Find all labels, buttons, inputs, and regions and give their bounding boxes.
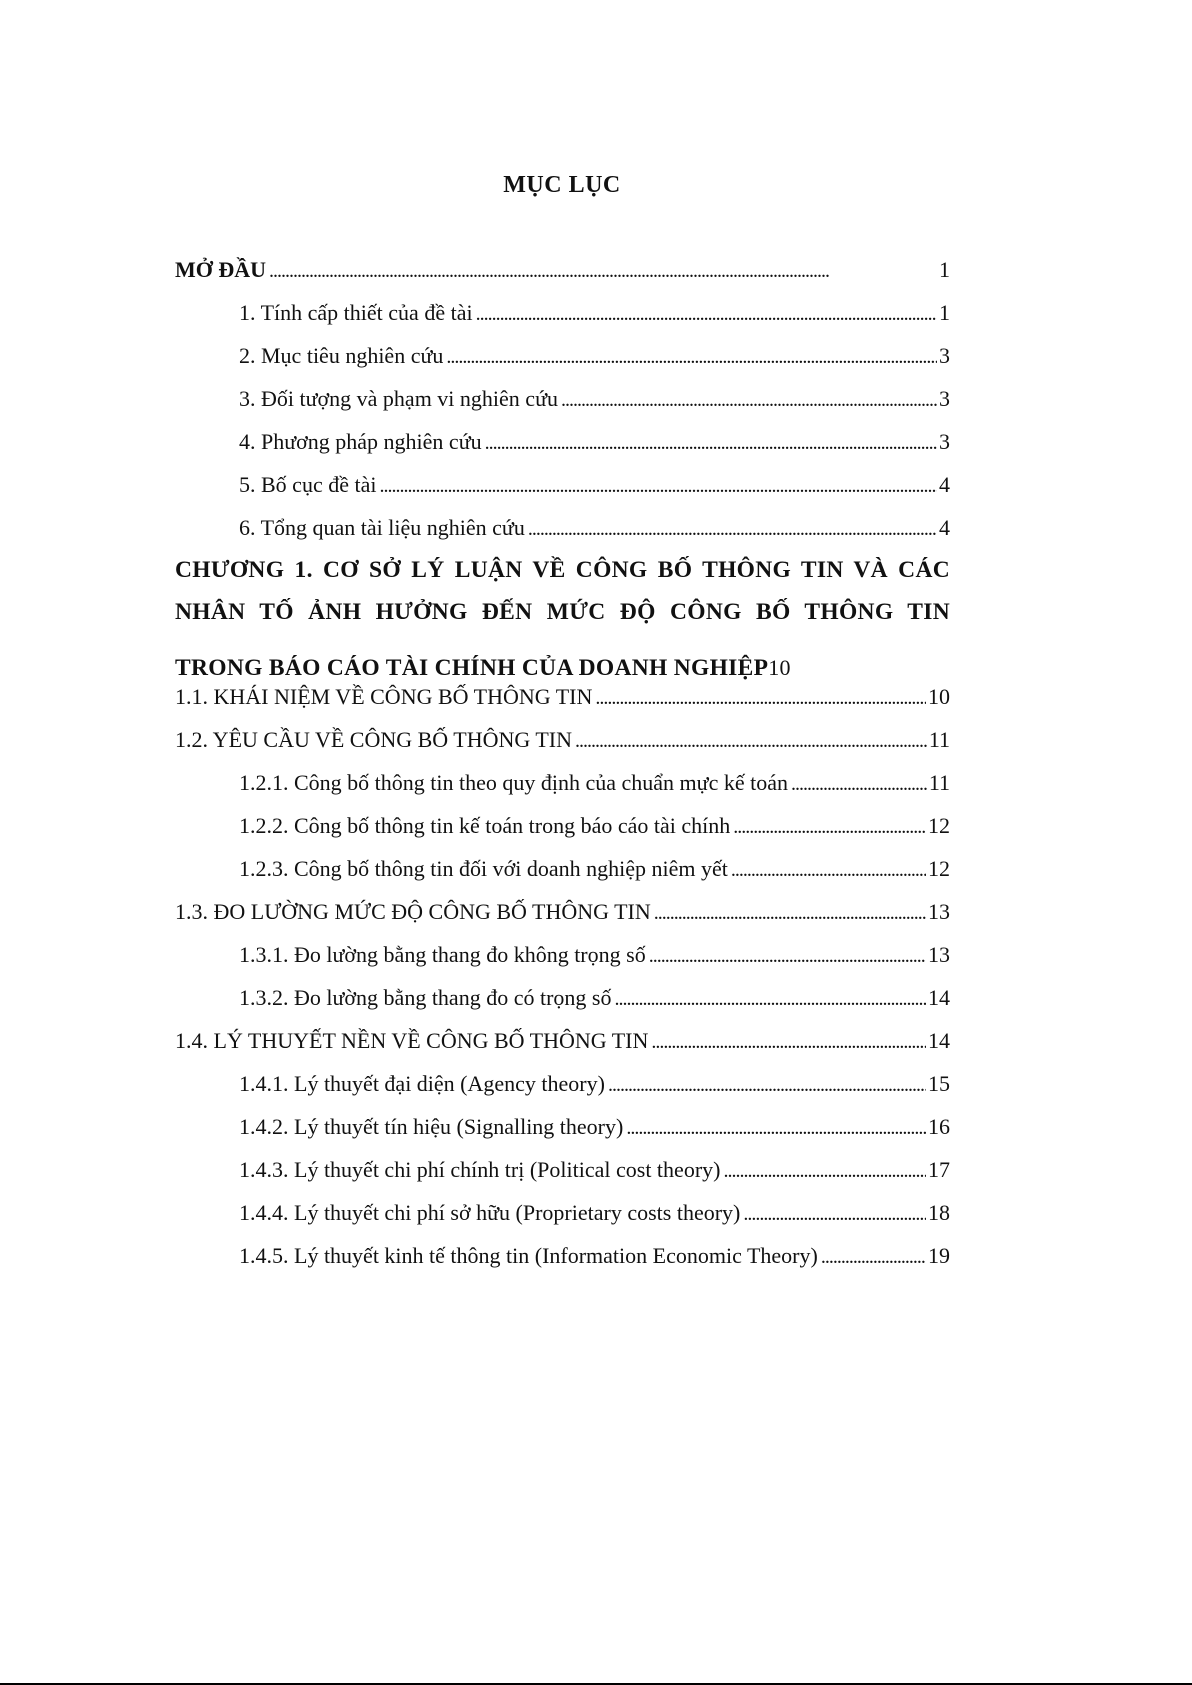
toc-entry-page: 13: [928, 942, 950, 967]
toc-entry-text: 1.2. YÊU CẦU VỀ CÔNG BỐ THÔNG TIN: [175, 727, 573, 752]
toc-entry[interactable]: [175, 420, 950, 463]
toc-entry[interactable]: [175, 1148, 950, 1191]
toc-entry[interactable]: [175, 334, 950, 377]
toc-entry-page: 12: [928, 856, 950, 881]
toc-entry-page: 15: [928, 1071, 950, 1096]
toc-entry-text: 5. Bố cục đề tài: [239, 472, 377, 497]
dot-leader: [561, 377, 937, 420]
toc-entry[interactable]: [175, 675, 950, 718]
dot-leader: [733, 804, 926, 847]
toc-entry-page: 3: [939, 343, 950, 368]
toc-entry[interactable]: [175, 377, 950, 420]
toc-entry-text: 1.4.5. Lý thuyết kinh tế thông tin (Information Economic Theory): [239, 1243, 818, 1268]
toc-entry[interactable]: [175, 718, 950, 761]
toc-entry-text: 1.4.3. Lý thuyết chi phí chính trị (Political cost theory): [239, 1157, 721, 1182]
dot-leader: [649, 933, 926, 976]
dot-leader: [791, 761, 927, 804]
toc-entry-text: 1. Tính cấp thiết của đề tài: [239, 300, 473, 325]
toc-entry-text: MỞ ĐẦU: [175, 257, 267, 282]
toc-entry-page: 11: [928, 727, 950, 752]
dot-leader: [821, 1234, 926, 1277]
dot-leader: [269, 248, 937, 291]
toc-entry-page: 19: [928, 1243, 950, 1268]
toc-entry-page: 4: [939, 515, 950, 540]
dot-leader: [446, 334, 937, 377]
toc-entry-page: 14: [928, 1028, 950, 1053]
dot-leader: [731, 847, 926, 890]
dot-leader: [626, 1105, 926, 1148]
dot-leader: [528, 506, 937, 549]
toc-chapter-entry[interactable]: [175, 549, 950, 681]
toc-entry-page: 4: [939, 472, 950, 497]
dot-leader: [743, 1191, 926, 1234]
dot-leader: [654, 890, 926, 933]
toc-title: MỤC LỤC: [503, 172, 621, 198]
toc-entry-text: 1.4.2. Lý thuyết tín hiệu (Signalling theory): [239, 1114, 624, 1139]
toc-entry-text: 1.3.1. Đo lường bằng thang đo không trọng số: [239, 942, 646, 967]
toc-entry-page: 13: [928, 899, 950, 924]
toc-entry-text: 1.4. LÝ THUYẾT NỀN VỀ CÔNG BỐ THÔNG TIN: [175, 1028, 649, 1053]
toc-entry-text: 1.1. KHÁI NIỆM VỀ CÔNG BỐ THÔNG TIN: [175, 684, 593, 709]
toc-entry-page: 10: [928, 684, 950, 709]
toc-entry[interactable]: [175, 1019, 950, 1062]
toc-entry-text: 1.2.2. Công bố thông tin kế toán trong báo cáo tài chính: [239, 813, 731, 838]
toc-entry[interactable]: [175, 1234, 950, 1277]
dot-leader: [608, 1062, 926, 1105]
chapter-title-line-3: [175, 633, 950, 681]
toc-entry-page: 16: [928, 1114, 950, 1139]
toc-entry[interactable]: [175, 1105, 950, 1148]
toc-entry-text: 1.2.3. Công bố thông tin đối với doanh nghiệp niêm yết: [239, 856, 728, 881]
chapter-page: 10: [768, 655, 791, 680]
toc-entry-page: 11: [928, 770, 950, 795]
chapter-title-line-1: CHƯƠNG 1. CƠ SỞ LÝ LUẬN VỀ CÔNG BỐ THÔNG TIN VÀ CÁC: [175, 557, 950, 583]
toc-entry-page: 17: [928, 1157, 950, 1182]
table-of-contents: [175, 248, 950, 1277]
toc-entry[interactable]: [175, 761, 950, 804]
toc-entry-page: 3: [939, 386, 950, 411]
toc-entry[interactable]: [175, 506, 950, 549]
toc-entry-page: 1: [939, 300, 950, 325]
toc-entry-text: 1.4.1. Lý thuyết đại diện (Agency theory): [239, 1071, 605, 1096]
toc-entry-page: 3: [939, 429, 950, 454]
toc-entry-text: 1.2.1. Công bố thông tin theo quy định của chuẩn mực kế toán: [239, 770, 789, 795]
toc-entry[interactable]: [175, 248, 950, 291]
toc-entry[interactable]: [175, 1191, 950, 1234]
chapter-title-line-2: NHÂN TỐ ẢNH HƯỞNG ĐẾN MỨC ĐỘ CÔNG BỐ THÔNG TIN: [175, 599, 950, 625]
dot-leader: [723, 1148, 926, 1191]
toc-entry[interactable]: [175, 463, 950, 506]
toc-entry-page: 14: [928, 985, 950, 1010]
chapter-title-line-3-text: TRONG BÁO CÁO TÀI CHÍNH CỦA DOANH NGHIỆP: [175, 655, 769, 681]
dot-leader: [485, 420, 937, 463]
toc-entry[interactable]: [175, 847, 950, 890]
toc-entry-page: 12: [928, 813, 950, 838]
toc-entry-page: 18: [928, 1200, 950, 1225]
toc-entry[interactable]: [175, 291, 950, 334]
toc-entry-text: 3. Đối tượng và phạm vi nghiên cứu: [239, 386, 558, 411]
toc-entry[interactable]: [175, 1062, 950, 1105]
toc-entry-text: 1.4.4. Lý thuyết chi phí sở hữu (Proprietary costs theory): [239, 1200, 741, 1225]
toc-entry-page: 1: [939, 257, 950, 282]
dot-leader: [476, 291, 937, 334]
toc-entry-text: 1.3. ĐO LƯỜNG MỨC ĐỘ CÔNG BỐ THÔNG TIN: [175, 899, 651, 924]
toc-entry-text: 2. Mục tiêu nghiên cứu: [239, 343, 444, 368]
toc-entry[interactable]: [175, 890, 950, 933]
toc-entry-text: 1.3.2. Đo lường bằng thang đo có trọng số: [239, 985, 612, 1010]
toc-entry[interactable]: [175, 804, 950, 847]
dot-leader: [379, 463, 937, 506]
toc-entry-text: 4. Phương pháp nghiên cứu: [239, 429, 482, 454]
toc-entry-text: 6. Tổng quan tài liệu nghiên cứu: [239, 515, 525, 540]
dot-leader: [575, 718, 927, 761]
dot-leader: [651, 1019, 926, 1062]
toc-entry[interactable]: [175, 976, 950, 1019]
dot-leader: [595, 675, 926, 718]
toc-entry[interactable]: [175, 933, 950, 976]
dot-leader: [614, 976, 926, 1019]
